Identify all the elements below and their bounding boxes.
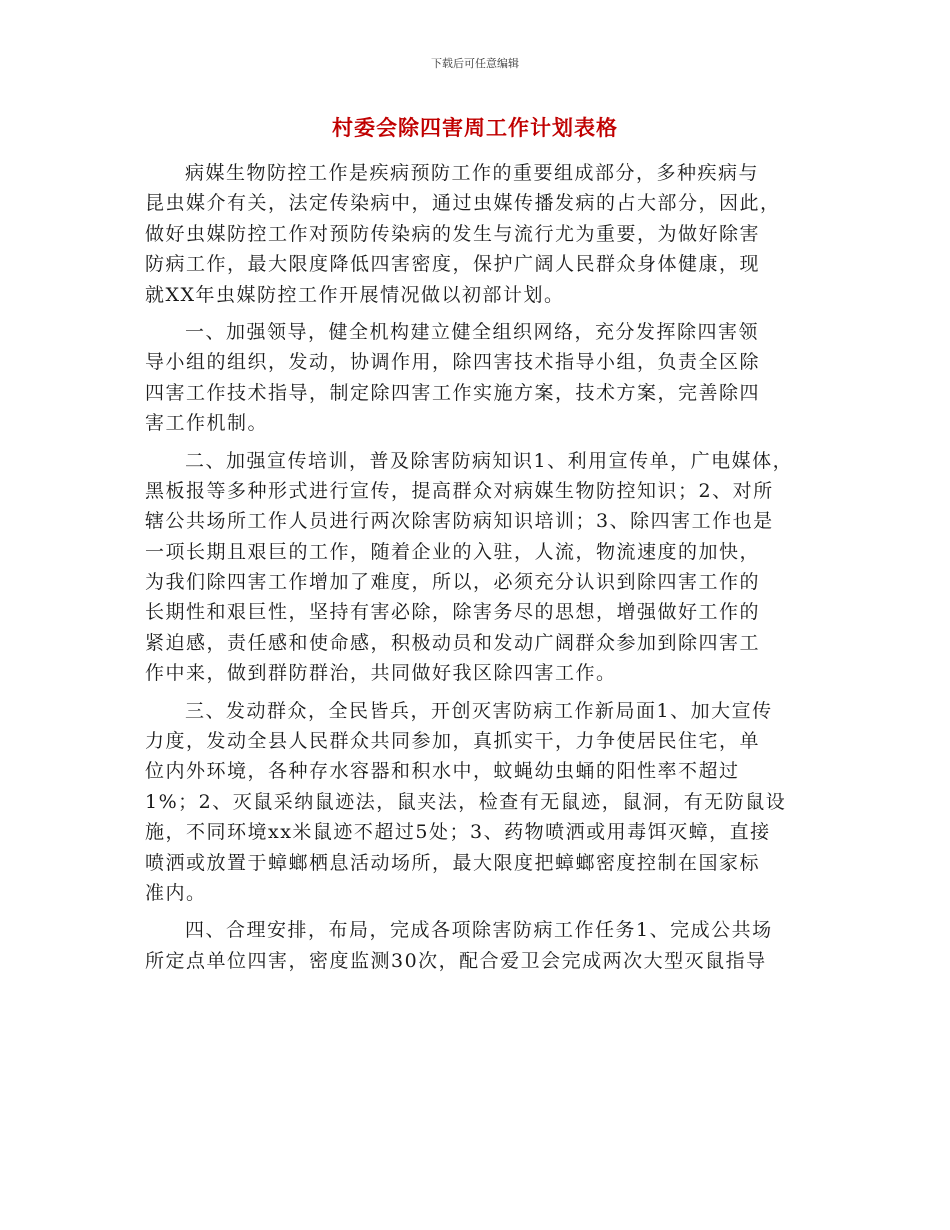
text-line: 一、加强领导，健全机构建立健全组织网络，充分发挥除四害领 bbox=[185, 320, 760, 343]
text-line: 位内外环境，各种存水容器和积水中，蚊蝇幼虫蛹的阳性率不超过 bbox=[145, 760, 740, 783]
text-line: 病媒生物防控工作是疾病预防工作的重要组成部分，多种疾病与 bbox=[185, 162, 760, 184]
paragraph-section-3 bbox=[145, 696, 830, 909]
paragraph-section-2 bbox=[145, 446, 830, 689]
text-line: 害工作机制。 bbox=[145, 412, 269, 435]
text-line: 准内。 bbox=[145, 881, 207, 904]
text-line: 喷洒或放置于蟑螂栖息活动场所，最大限度把蟑螂密度控制在国家标 bbox=[145, 851, 761, 874]
text-line: 防病工作，最大限度降低四害密度，保护广阔人民群众身体健康，现 bbox=[145, 253, 761, 276]
text-line: 紧迫感，责任感和使命感，积极动员和发动广阔群众参加到除四害工 bbox=[145, 631, 761, 654]
text-line: 就XX年虫媒防控工作开展情况做以初部计划。 bbox=[145, 283, 565, 306]
text-line: 力度，发动全县人民群众共同参加，真抓实干，力争使居民住宅，单 bbox=[145, 730, 761, 753]
text-line: 施，不同环境xx米鼠迹不超过5处；3、药物喷洒或用毒饵灭蟑，直接 bbox=[145, 821, 771, 844]
text-line: 三、发动群众，全民皆兵，开创灭害防病工作新局面1、加大宣传 bbox=[185, 699, 773, 722]
text-line: 四害工作技术指导，制定除四害工作实施方案，技术方案，完善除四 bbox=[145, 381, 761, 404]
paragraph-intro bbox=[145, 158, 830, 310]
text-line: 作中来，做到群防群治，共同做好我区除四害工作。 bbox=[145, 662, 617, 685]
text-line: 为我们除四害工作增加了难度，所以，必须充分认识到除四害工作的 bbox=[145, 571, 761, 594]
text-line: 辖公共场所工作人员进行两次除害防病知识培训；3、除四害工作也是 bbox=[145, 510, 774, 533]
text-line: 做好虫媒防控工作对预防传染病的发生与流行尤为重要，为做好除害 bbox=[145, 222, 761, 245]
text-line: 二、加强宣传培训，普及除害防病知识1、利用宣传单，广电媒体， bbox=[185, 449, 794, 472]
paragraph-section-4 bbox=[145, 915, 830, 976]
text-line: 长期性和艰巨性，坚持有害必除，除害务尽的思想，增强做好工作的 bbox=[145, 601, 761, 624]
text-line: 1%；2、灭鼠采纳鼠迹法，鼠夹法，检查有无鼠迹，鼠洞，有无防鼠设 bbox=[145, 790, 787, 813]
document-body bbox=[145, 158, 830, 976]
text-line: 四、合理安排，布局，完成各项除害防病工作任务1、完成公共场 bbox=[185, 919, 773, 942]
page-header-note: 下载后可任意编辑 bbox=[431, 57, 519, 70]
text-line: 黑板报等多种形式进行宣传，提高群众对病媒生物防控知识；2、对所 bbox=[145, 479, 774, 502]
text-line: 导小组的组织，发动，协调作用，除四害技术指导小组，负责全区除 bbox=[145, 351, 761, 374]
document-title: 村委会除四害周工作计划表格 bbox=[332, 115, 618, 140]
text-line: 所定点单位四害，密度监测30次，配合爱卫会完成两次大型灭鼠指导 bbox=[145, 949, 767, 972]
text-line: 昆虫媒介有关，法定传染病中，通过虫媒传播发病的占大部分，因此， bbox=[145, 192, 781, 215]
text-line: 一项长期且艰巨的工作，随着企业的入驻，人流，物流速度的加快， bbox=[145, 540, 761, 563]
paragraph-section-1 bbox=[145, 317, 830, 439]
